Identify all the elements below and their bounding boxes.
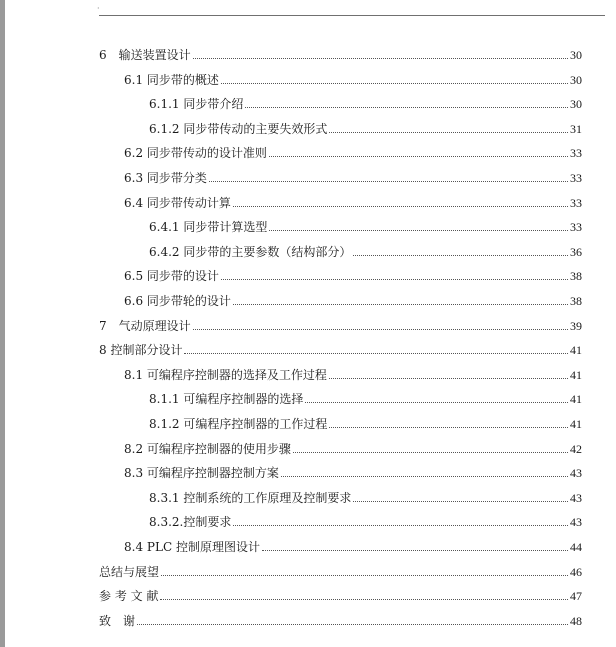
toc-entry-page-number: 43 <box>570 515 582 530</box>
toc-entry-title: 6.1 同步带的概述 <box>124 72 219 87</box>
toc-entry-title: 7 气动原理设计 <box>99 318 191 333</box>
toc-entry-page-number: 44 <box>570 540 582 554</box>
toc-entry[interactable] <box>124 530 582 554</box>
toc-entry-page-number: 33 <box>570 220 582 235</box>
toc-entry[interactable] <box>124 456 582 480</box>
toc-dot-leader <box>221 279 568 280</box>
toc-entry[interactable] <box>124 186 582 210</box>
toc-entry[interactable] <box>124 63 582 87</box>
toc-entry[interactable] <box>99 38 582 62</box>
toc-entry-title: 6.4.1 同步带计算选型 <box>149 220 268 235</box>
toc-entry-title: 6 输送装置设计 <box>99 48 191 62</box>
toc-entry-title: 6.1.2 同步带传动的主要失效形式 <box>149 121 328 136</box>
header-rule <box>99 15 605 16</box>
toc-dot-leader <box>353 501 568 502</box>
toc-entry-page-number: 38 <box>570 269 582 284</box>
toc-dot-leader <box>160 599 568 600</box>
toc-entry[interactable] <box>99 555 582 579</box>
toc-entry[interactable] <box>149 87 582 111</box>
toc-entry-page-number: 30 <box>570 97 582 112</box>
toc-entry-page-number: 46 <box>570 564 582 579</box>
toc-entry-title: 6.5 同步带的设计 <box>124 269 219 284</box>
toc-entry-title: 8.4 PLC 控制原理图设计 <box>124 540 260 554</box>
toc-entry[interactable] <box>124 432 582 456</box>
toc-dot-leader <box>305 402 568 403</box>
toc-entry[interactable] <box>149 235 582 259</box>
toc-dot-leader <box>184 353 568 354</box>
toc-entry-page-number: 41 <box>570 417 582 431</box>
toc-entry-title: 6.2 同步带传动的设计准则 <box>124 146 267 161</box>
toc-entry-title: 致 谢 <box>99 613 136 628</box>
toc-entry-page-number: 30 <box>570 72 582 87</box>
toc-entry-title: 8.1 可编程序控制器的选择及工作过程 <box>124 367 327 382</box>
toc-dot-leader <box>329 132 568 133</box>
toc-entry-page-number: 33 <box>570 146 582 161</box>
toc-entry-page-number: 39 <box>570 318 582 333</box>
toc-dot-leader <box>262 550 568 551</box>
toc-dot-leader <box>329 378 568 379</box>
toc-entry-page-number: 41 <box>570 392 582 407</box>
toc-entry[interactable] <box>99 309 582 333</box>
toc-entry-page-number: 48 <box>570 613 582 628</box>
toc-entry-page-number: 43 <box>570 466 582 481</box>
toc-dot-leader <box>193 58 568 59</box>
toc-dot-leader <box>193 329 568 330</box>
toc-entry-title: 8.3.1 控制系统的工作原理及控制要求 <box>149 490 352 505</box>
toc-entry-title: 6.4 同步带传动计算 <box>124 195 231 210</box>
toc-entry-page-number: 43 <box>570 490 582 505</box>
toc-entry-page-number: 47 <box>570 589 582 604</box>
toc-entry[interactable] <box>99 604 582 628</box>
toc-dot-leader <box>221 83 568 84</box>
toc-dot-leader <box>137 624 568 625</box>
toc-entry-title: 6.1.1 同步带介绍 <box>149 97 244 112</box>
toc-entry-page-number: 33 <box>570 195 582 210</box>
toc-dot-leader <box>233 304 568 305</box>
toc-entry-page-number: 36 <box>570 244 582 259</box>
toc-entry-title: 8 控制部分设计 <box>99 343 183 358</box>
toc-entry-page-number: 33 <box>570 171 582 185</box>
toc-entry[interactable] <box>149 210 582 234</box>
toc-entry-title: 8.1.2 可编程序控制器的工作过程 <box>149 417 328 431</box>
toc-entry[interactable] <box>124 284 582 308</box>
toc-entry-title: 6.4.2 同步带的主要参数（结构部分） <box>149 244 352 259</box>
toc-entry[interactable] <box>99 579 582 603</box>
toc-dot-leader <box>293 452 568 453</box>
toc-entry-page-number: 42 <box>570 441 582 456</box>
toc-entry-page-number: 30 <box>570 48 582 62</box>
toc-entry-page-number: 41 <box>570 343 582 358</box>
toc-dot-leader <box>209 181 568 182</box>
toc-entry[interactable] <box>149 112 582 136</box>
header-corner-mark: · <box>97 4 100 13</box>
toc-entry-page-number: 41 <box>570 367 582 382</box>
toc-entry-title: 8.3.2.控制要求 <box>149 515 232 530</box>
left-gutter <box>0 0 5 647</box>
toc-dot-leader <box>245 107 568 108</box>
toc-entry-title: 8.3 可编程序控制器控制方案 <box>124 466 279 481</box>
toc-entry[interactable] <box>99 333 582 357</box>
toc-entry[interactable] <box>149 505 582 529</box>
toc-dot-leader <box>233 206 568 207</box>
toc-entry[interactable] <box>124 259 582 283</box>
toc-entry-title: 8.2 可编程序控制器的使用步骤 <box>124 441 291 456</box>
toc-dot-leader <box>233 525 568 526</box>
toc-entry[interactable] <box>149 407 582 431</box>
toc-entry-title: 8.1.1 可编程序控制器的选择 <box>149 392 304 407</box>
toc-dot-leader <box>269 230 568 231</box>
toc-entry-title: 参 考 文 献 <box>99 589 159 604</box>
toc-entry-title: 6.3 同步带分类 <box>124 171 207 185</box>
toc-entry[interactable] <box>124 136 582 160</box>
toc-entry-title: 6.6 同步带轮的设计 <box>124 294 231 308</box>
toc-entry-page-number: 31 <box>570 121 582 136</box>
toc-dot-leader <box>281 476 568 477</box>
toc-entry[interactable] <box>124 161 582 185</box>
toc-entry-title: 总结与展望 <box>99 564 160 579</box>
toc-entry[interactable] <box>149 382 582 406</box>
toc-dot-leader <box>269 156 568 157</box>
toc-dot-leader <box>161 575 568 576</box>
toc-entry-page-number: 38 <box>570 294 582 308</box>
toc-dot-leader <box>353 255 568 256</box>
toc-dot-leader <box>329 427 568 428</box>
toc-entry[interactable] <box>149 481 582 505</box>
toc-entry[interactable] <box>124 358 582 382</box>
